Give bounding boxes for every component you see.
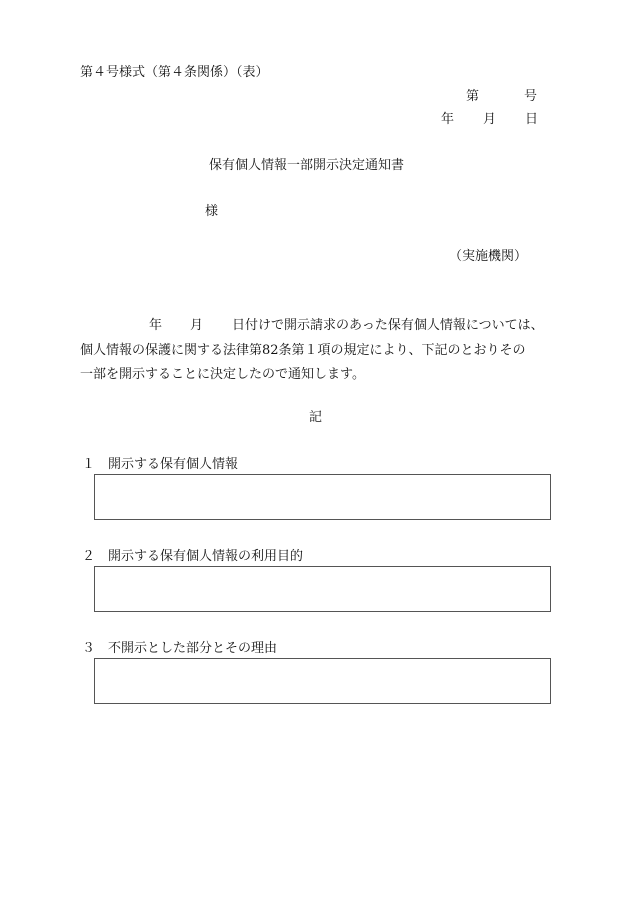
body-text-line-1: 日付けで開示請求のあった保有個人情報については、 (232, 318, 544, 333)
form-number-label: 第４号様式（第４条関係）（表） (80, 65, 269, 80)
section-3-box[interactable] (94, 658, 551, 704)
document-number-suffix: 号 (524, 89, 538, 104)
document-number-prefix: 第 (466, 89, 480, 104)
recipient-suffix: 様 (205, 204, 219, 219)
section-2-number: ２ (82, 549, 96, 564)
section-1-number: １ (82, 457, 96, 472)
section-1-label: 開示する保有個人情報 (108, 457, 239, 472)
body-text-line-3: 一部を開示することに決定したので通知します。 (80, 367, 365, 382)
date-year-label: 年 (441, 112, 455, 127)
document-title: 保有個人情報一部開示決定通知書 (209, 158, 405, 173)
section-2-box[interactable] (94, 566, 551, 612)
ki-heading: 記 (309, 410, 323, 425)
section-1-box[interactable] (94, 474, 551, 520)
body-month-label: 月 (190, 318, 204, 333)
date-day-label: 日 (525, 112, 539, 127)
agency-label: （実施機関） (449, 249, 528, 264)
body-year-label: 年 (149, 318, 163, 333)
body-text-line-2: 個人情報の保護に関する法律第82条第１項の規定により、下記のとおりその (80, 343, 526, 358)
section-3-label: 不開示とした部分とその理由 (108, 641, 278, 656)
date-month-label: 月 (483, 112, 497, 127)
section-2-label: 開示する保有個人情報の利用目的 (108, 549, 304, 564)
section-3-number: ３ (82, 641, 96, 656)
